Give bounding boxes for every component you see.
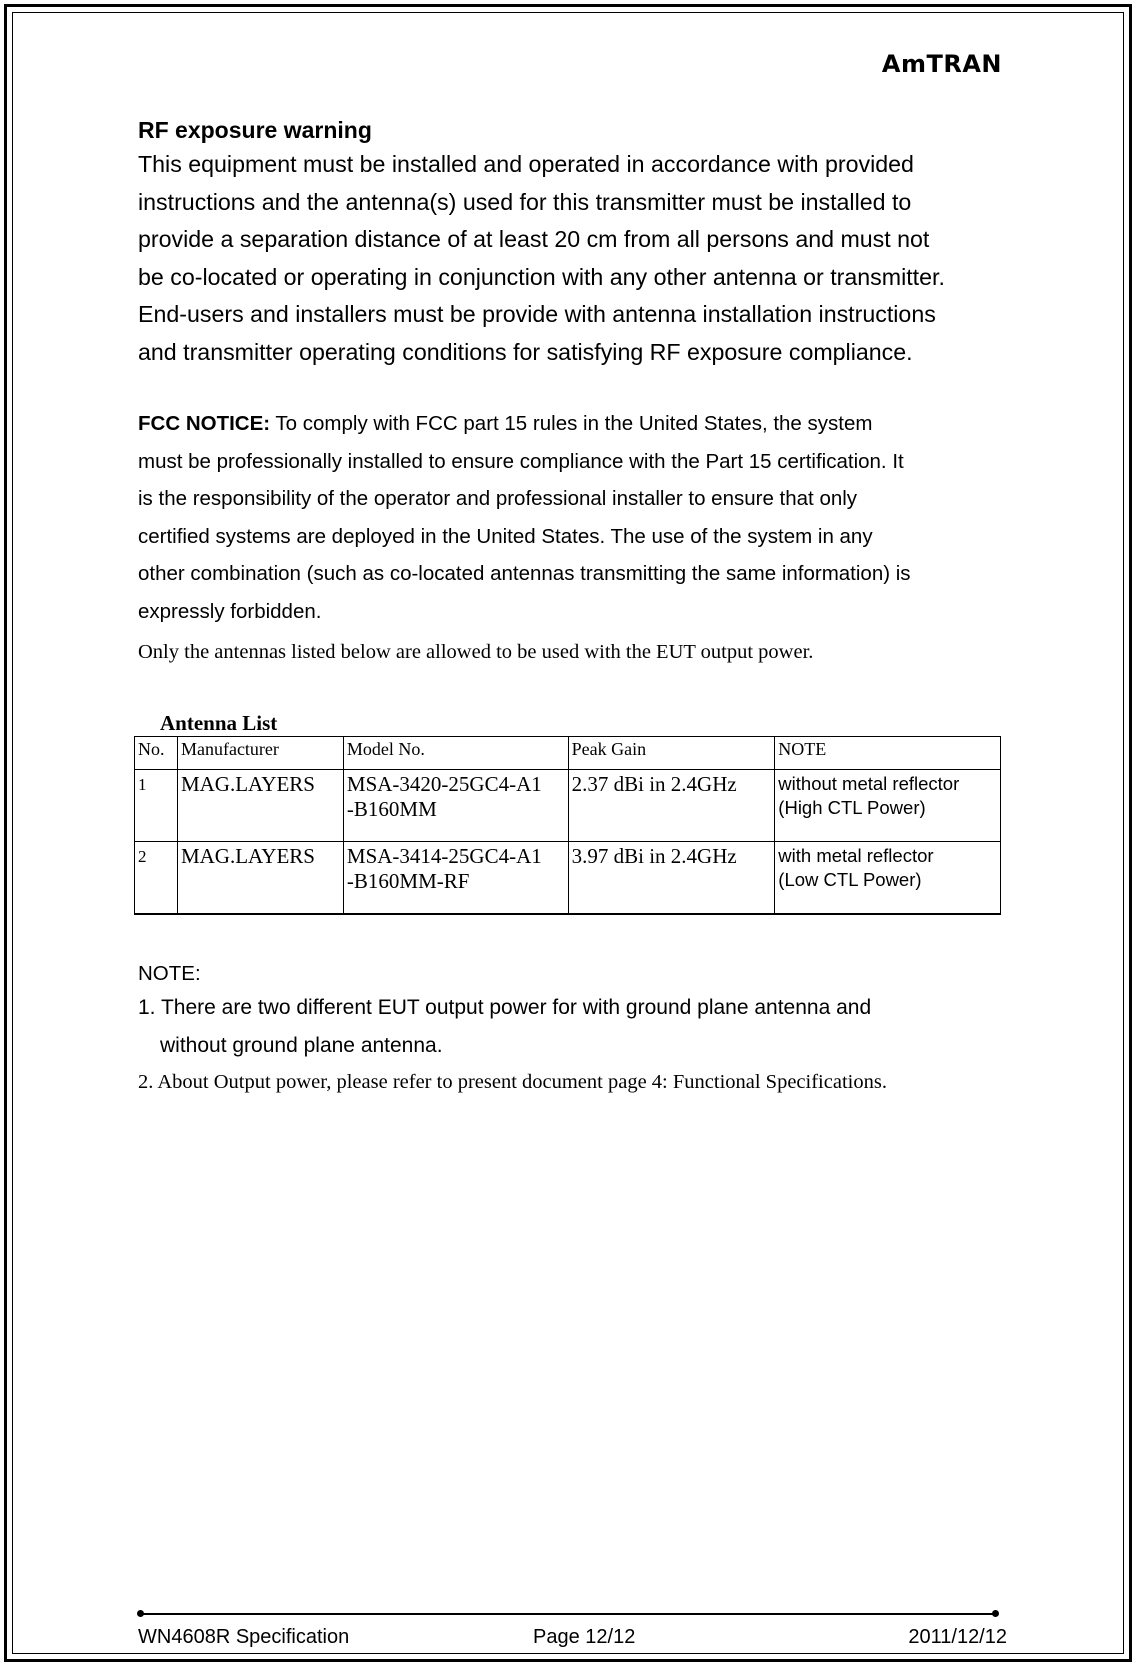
note-item-1-continued: without ground plane antenna. xyxy=(160,1033,443,1057)
notes-heading: NOTE: xyxy=(138,962,201,985)
header-note: NOTE xyxy=(775,737,1001,770)
fcc-line: expressly forbidden. xyxy=(138,599,322,623)
footer-doc-title: WN4608R Specification xyxy=(138,1626,350,1648)
note-line: (Low CTL Power) xyxy=(778,869,922,890)
fcc-notice-paragraph xyxy=(138,405,1008,630)
fcc-line: is the responsibility of the operator and professional installer to ensure that only xyxy=(138,487,858,510)
fcc-line: other combination (such as co-located antennas transmitting the same information) is xyxy=(138,562,911,585)
cell-note xyxy=(775,842,1001,915)
model-line: -B160MM xyxy=(346,797,437,821)
note-line: with metal reflector xyxy=(778,845,934,866)
fcc-first-line: To comply with FCC part 15 rules in the United States, the system xyxy=(270,412,873,435)
cell-model xyxy=(343,770,568,842)
document-body xyxy=(138,114,1008,1098)
brand-logo: AmTRAN xyxy=(881,50,1002,78)
fcc-line xyxy=(138,405,1008,443)
note-item-1: 1. There are two different EUT output power for with ground plane antenna and xyxy=(138,996,872,1019)
header-manufacturer: Manufacturer xyxy=(177,737,343,770)
table-row xyxy=(135,842,1001,915)
cell-no: 2 xyxy=(135,842,178,915)
header-model: Model No. xyxy=(343,737,568,770)
header-no: No. xyxy=(135,737,178,770)
rf-line: This equipment must be installed and operated in accordance with provided xyxy=(138,151,914,177)
fcc-line: must be professionally installed to ensure compliance with the Part 15 certification. It xyxy=(138,449,904,473)
rf-exposure-paragraph xyxy=(138,146,1008,371)
fcc-line: certified systems are deployed in the United States. The use of the system in any xyxy=(138,524,873,548)
cell-model xyxy=(343,842,568,915)
note-line: (High CTL Power) xyxy=(778,797,926,818)
table-header-row xyxy=(135,737,1001,770)
rf-line: End-users and installers must be provide with antenna installation instructions xyxy=(138,301,936,327)
antenna-sentence: Only the antennas listed below are allowed to be used with the EUT output power. xyxy=(138,641,814,663)
cell-gain: 2.37 dBi in 2.4GHz xyxy=(568,770,775,842)
model-line: MSA-3420-25GC4-A1 xyxy=(346,772,542,796)
rf-line: instructions and the antenna(s) used for this transmitter must be installed to xyxy=(138,188,912,215)
footer-page-number: Page 12/12 xyxy=(533,1626,636,1648)
rf-line: provide a separation distance of at least 20 cm from all persons and must not xyxy=(138,226,930,252)
antenna-table xyxy=(134,736,1001,915)
rf-exposure-title: RF exposure warning xyxy=(138,117,372,143)
model-line: MSA-3414-25GC4-A1 xyxy=(346,844,542,868)
cell-gain: 3.97 dBi in 2.4GHz xyxy=(568,842,775,915)
antenna-list-title: Antenna List xyxy=(160,711,278,735)
model-line: -B160MM-RF xyxy=(346,869,470,893)
footer-rule xyxy=(140,1613,996,1615)
fcc-notice-label: FCC NOTICE: xyxy=(138,412,271,435)
cell-manufacturer: MAG.LAYERS xyxy=(177,842,343,915)
cell-manufacturer: MAG.LAYERS xyxy=(177,770,343,842)
footer-rule-dot xyxy=(992,1610,999,1617)
footer-date: 2011/12/12 xyxy=(908,1626,1007,1648)
cell-note xyxy=(775,770,1001,842)
cell-no: 1 xyxy=(135,770,178,842)
header-gain: Peak Gain xyxy=(568,737,775,770)
rf-line: be co-located or operating in conjunction with any other antenna or transmitter. xyxy=(138,263,945,290)
note-item-2: 2. About Output power, please refer to present document page 4: Functional Specifications. xyxy=(138,1071,887,1093)
rf-line: and transmitter operating conditions for satisfying RF exposure compliance. xyxy=(138,338,913,365)
note-line: without metal reflector xyxy=(778,773,960,794)
table-row xyxy=(135,770,1001,842)
